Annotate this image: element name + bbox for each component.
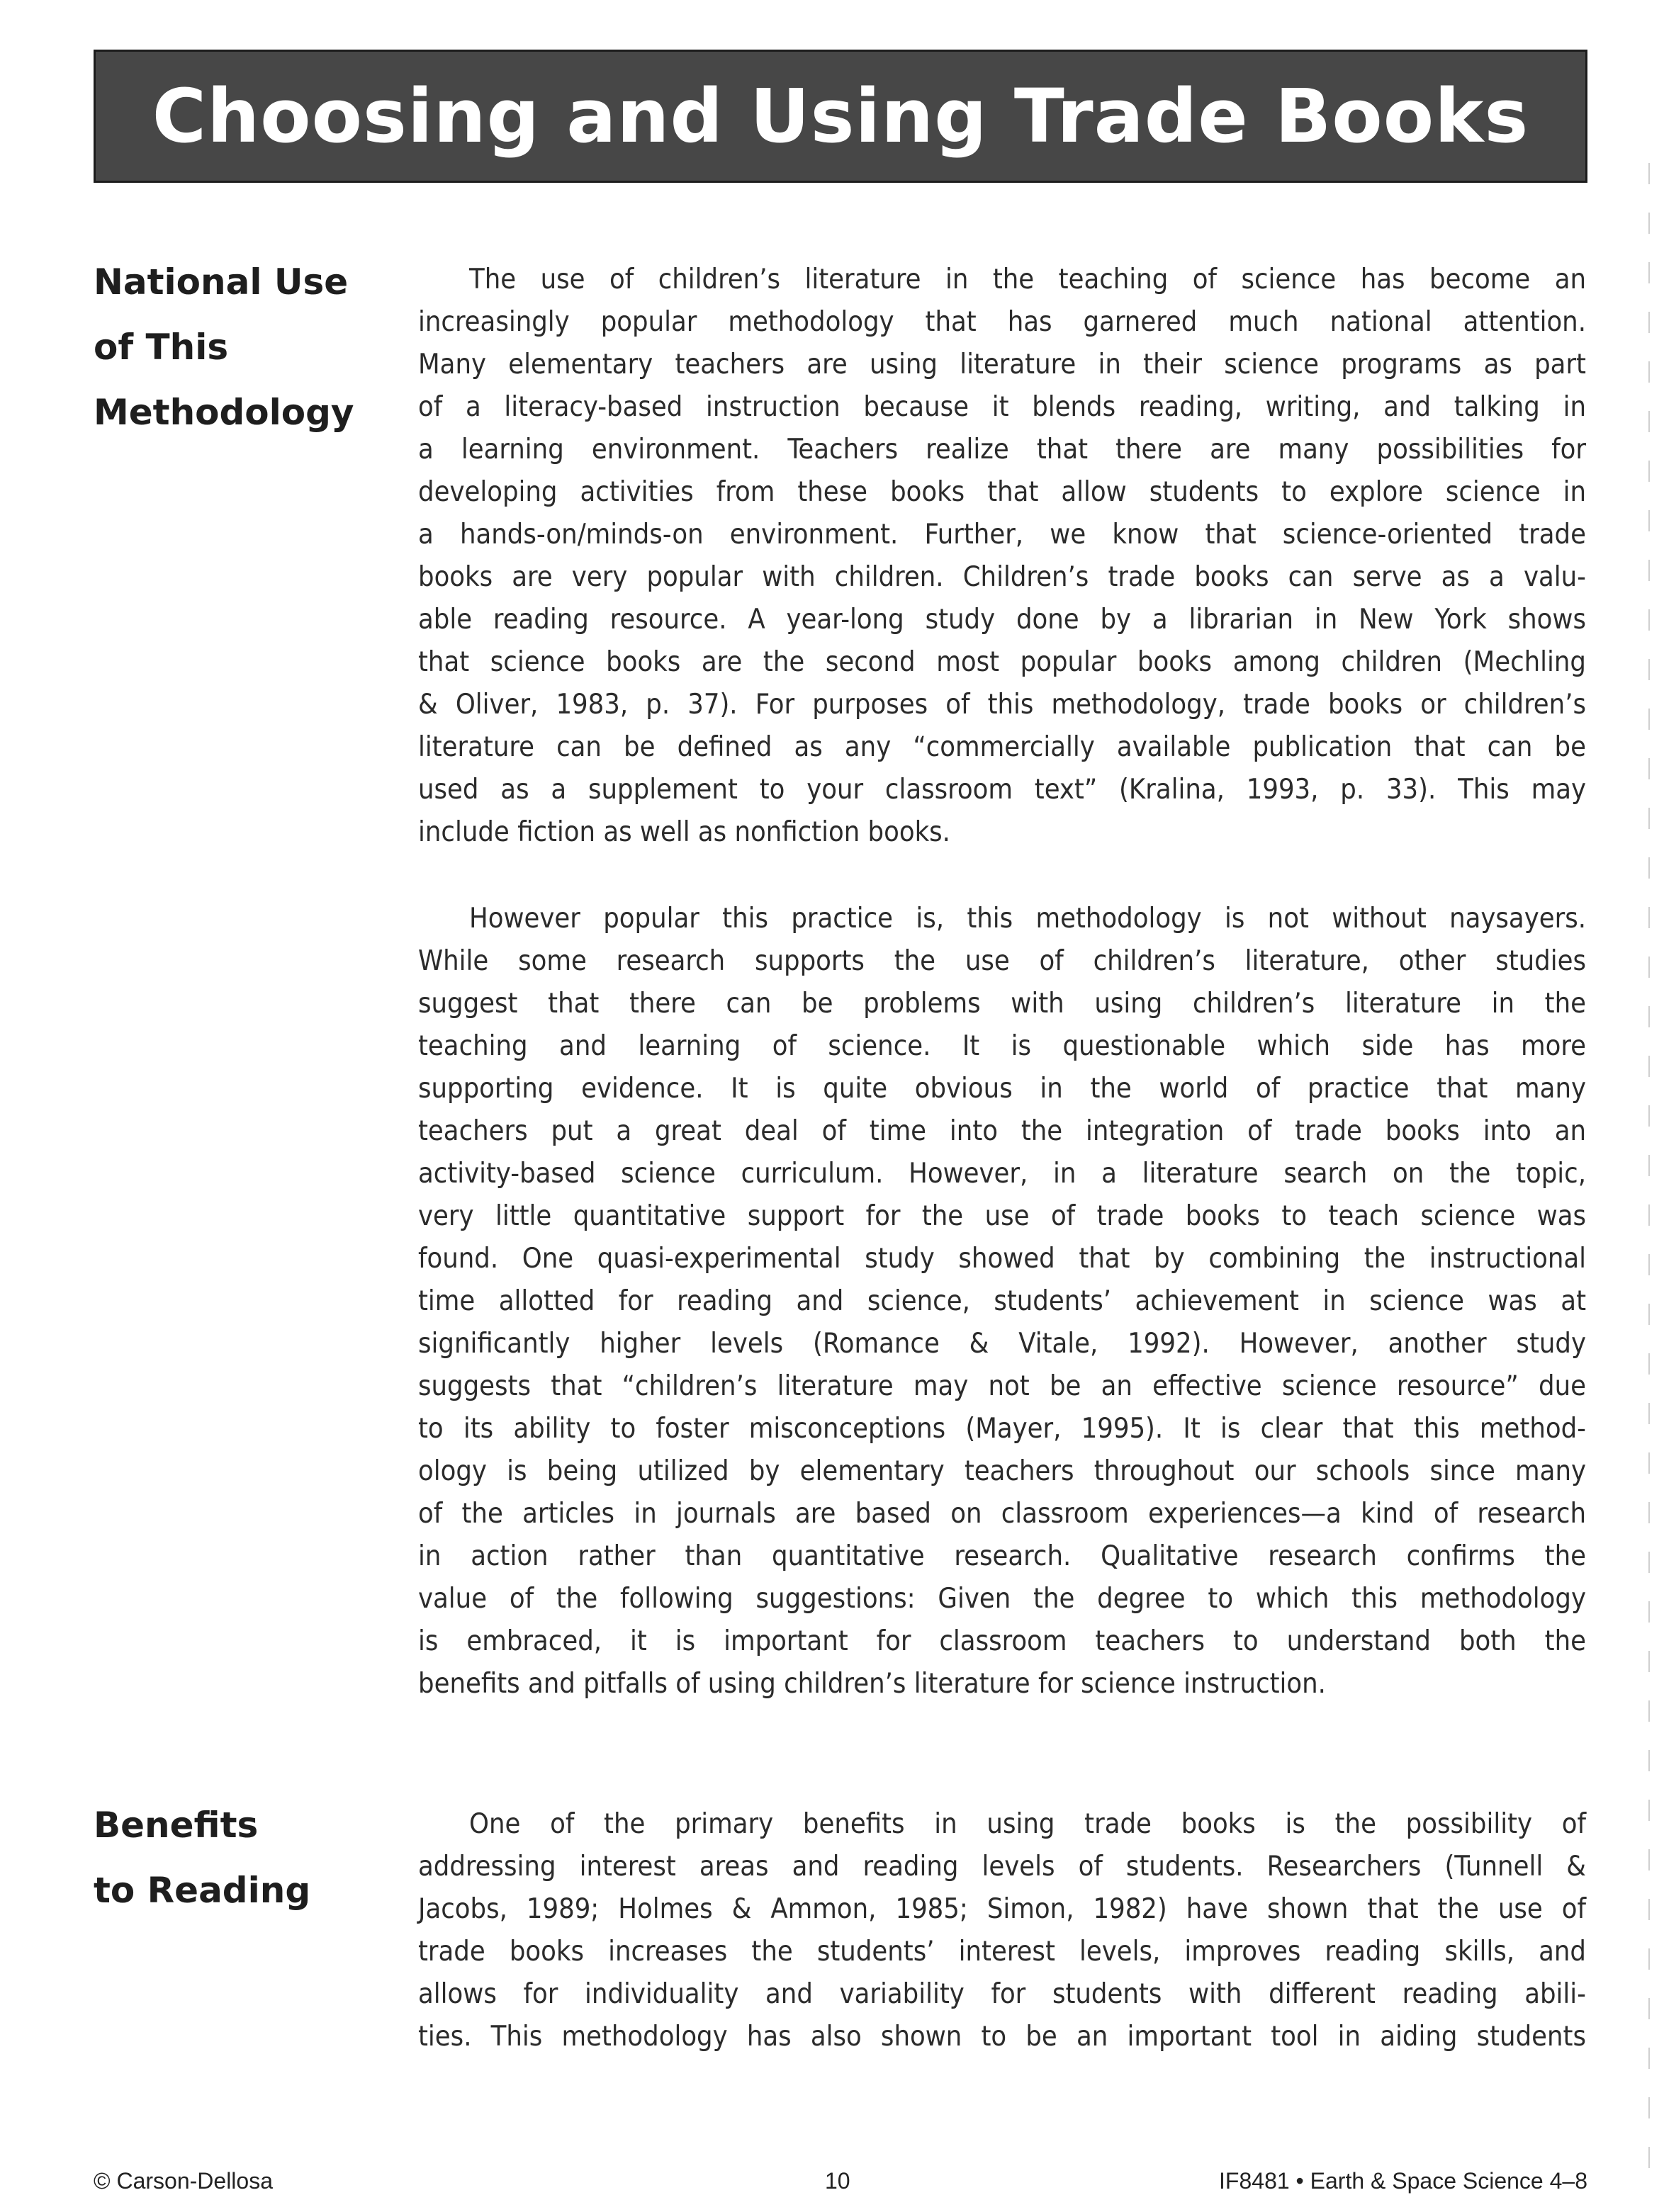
heading-line: Methodology	[94, 392, 354, 433]
text-line: value of the following suggestions: Given the degree to which this methodology	[418, 1582, 1586, 1615]
text-line: However popular this practice is, this methodology is not without naysayers.	[469, 902, 1586, 935]
paragraph	[418, 1802, 1586, 2058]
heading-line: Benefits	[94, 1805, 259, 1846]
text-line: & Oliver, 1983, p. 37). For purposes of this methodology, trade books or children’s	[418, 688, 1586, 721]
text-line: activity-based science curriculum. However, in a literature search on the topic,	[418, 1157, 1586, 1190]
text-line: teaching and learning of science. It is questionable which side has more	[418, 1029, 1586, 1062]
section-body-national-use	[418, 258, 1586, 1705]
text-line: that science books are the second most popular books among children (Mechling	[418, 645, 1586, 678]
footer-product: IF8481 • Earth & Space Science 4–8	[1219, 2168, 1587, 2194]
text-line: in action rather than quantitative research. Qualitative research confirms the	[418, 1540, 1586, 1572]
footer-page-number: 10	[825, 2168, 850, 2194]
text-line: Jacobs, 1989; Holmes & Ammon, 1985; Simon, 1982) have shown that the use of	[418, 1892, 1586, 1925]
text-line: benefits and pitfalls of using children’s literature for science instruction.	[418, 1667, 1326, 1700]
text-line: supporting evidence. It is quite obvious in the world of practice that many	[418, 1072, 1586, 1105]
title-banner	[94, 50, 1587, 183]
text-line: is embraced, it is important for classroom teachers to understand both the	[418, 1625, 1586, 1657]
text-line: a learning environment. Teachers realize that there are many possibilities for	[418, 433, 1586, 465]
footer-copyright: © Carson-Dellosa	[94, 2168, 273, 2194]
text-line: very little quantitative support for the use of trade books to teach science was	[418, 1200, 1586, 1232]
heading-line: to Reading	[94, 1870, 311, 1911]
text-line: increasingly popular methodology that has garnered much national attention.	[418, 305, 1586, 338]
text-line: used as a supplement to your classroom text” (Kralina, 1993, p. 33). This may	[418, 773, 1586, 806]
text-line: One of the primary benefits in using trade books is the possibility of	[469, 1807, 1586, 1840]
text-line: significantly higher levels (Romance & Vitale, 1992). However, another study	[418, 1327, 1586, 1360]
page-title: Choosing and Using Trade Books	[152, 73, 1529, 159]
text-line: trade books increases the students’ interest levels, improves reading skills, and	[418, 1935, 1586, 1968]
page-edge-perforation	[1648, 163, 1650, 2189]
text-line: time allotted for reading and science, students’ achievement in science was at	[418, 1285, 1586, 1317]
section-heading-national-use	[94, 249, 377, 445]
text-line: developing activities from these books that allow students to explore science in	[418, 475, 1586, 508]
text-line: literature can be defined as any “commercially available publication that can be	[418, 730, 1586, 763]
text-line: allows for individuality and variability for students with different reading abili-	[418, 1977, 1586, 2010]
paragraph	[418, 258, 1586, 853]
section-body-benefits	[418, 1802, 1586, 2058]
text-line: suggest that there can be problems with using children’s literature in the	[418, 987, 1586, 1020]
page-footer	[94, 2168, 1587, 2199]
heading-line: of This	[94, 327, 229, 368]
text-line: books are very popular with children. Children’s trade books can serve as a valu-	[418, 560, 1586, 593]
text-line: a hands-on/minds-on environment. Further, we know that science-oriented trade	[418, 518, 1586, 551]
text-line: of the articles in journals are based on classroom experiences—a kind of research	[418, 1497, 1586, 1530]
text-line: suggests that “children’s literature may not be an effective science resource” due	[418, 1370, 1586, 1402]
text-line: teachers put a great deal of time into the integration of trade books into an	[418, 1115, 1586, 1147]
paragraph	[418, 897, 1586, 1705]
section-heading-benefits	[94, 1793, 377, 1923]
text-line: While some research supports the use of children’s literature, other studies	[418, 944, 1586, 977]
text-line: Many elementary teachers are using literature in their science programs as part	[418, 348, 1586, 380]
text-line: able reading resource. A year-long study done by a librarian in New York shows	[418, 603, 1586, 636]
text-line: found. One quasi-experimental study showed that by combining the instructional	[418, 1242, 1586, 1275]
text-line: include fiction as well as nonfiction books.	[418, 816, 950, 848]
text-line: ology is being utilized by elementary teachers throughout our schools since many	[418, 1455, 1586, 1487]
text-line: of a literacy-based instruction because it blends reading, writing, and talking in	[418, 390, 1586, 423]
text-line: ties. This methodology has also shown to be an important tool in aiding students	[418, 2020, 1586, 2053]
heading-line: National Use	[94, 261, 349, 303]
text-line: The use of children’s literature in the teaching of science has become an	[469, 263, 1586, 295]
text-line: addressing interest areas and reading levels of students. Researchers (Tunnell &	[418, 1850, 1586, 1883]
text-line: to its ability to foster misconceptions (Mayer, 1995). It is clear that this method-	[418, 1412, 1586, 1445]
